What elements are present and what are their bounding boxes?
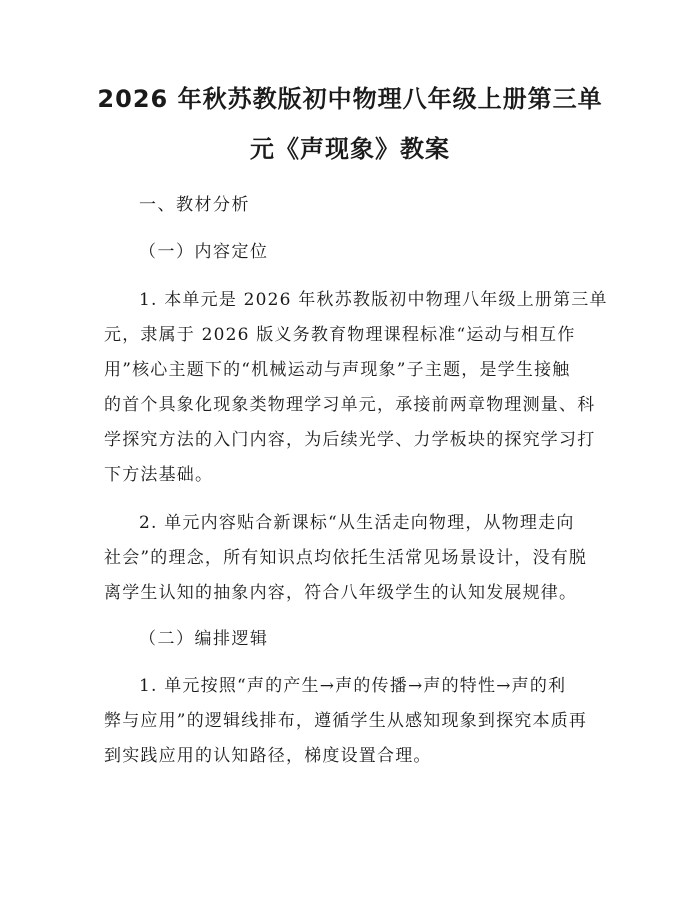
subsection-heading-arrangement-logic: （二）编排逻辑 [139, 629, 269, 649]
section-heading-textbook-analysis: 一、教材分析 [139, 195, 250, 215]
paragraph-line: 1. 本单元是 2026 年秋苏教版初中物理八年级上册第三单 [139, 290, 608, 310]
document-title-line-1: 2026 年秋苏教版初中物理八年级上册第三单 [97, 85, 603, 113]
paragraph-line: 下方法基础。 [104, 465, 214, 485]
paragraph-line: 离学生认知的抽象内容，符合八年级学生的认知发展规律。 [104, 583, 578, 603]
paragraph-line: 社会”的理念，所有知识点均依托生活常见场景设计，没有脱 [104, 548, 588, 568]
paragraph-line: 元，隶属于 2026 版义务教育物理课程标准“运动与相互作 [104, 325, 576, 345]
paragraph-3 [104, 669, 600, 774]
paragraph-line: 的首个具象化现象类物理学习单元，承接前两章物理测量、科 [104, 395, 596, 415]
paragraph-line: 学探究方法的入门内容，为后续光学、力学板块的探究学习打 [104, 430, 596, 450]
paragraph-line: 到实践应用的认知路径，梯度设置合理。 [104, 746, 432, 766]
paragraph-line: 弊与应用”的逻辑线排布，遵循学生从感知现象到探究本质再 [104, 711, 588, 731]
paragraph-line: 用”核心主题下的“机械运动与声现象”子主题，是学生接触 [104, 360, 571, 380]
paragraph-2 [104, 506, 600, 611]
document-title-line-2: 元《声现象》教案 [250, 135, 450, 163]
subsection-heading-content-positioning: （一）内容定位 [139, 242, 269, 262]
paragraph-1 [104, 283, 608, 493]
paragraph-line: 1. 单元按照“声的产生→声的传播→声的特性→声的利 [139, 676, 567, 696]
paragraph-line: 2. 单元内容贴合新课标“从生活走向物理，从物理走向 [139, 513, 575, 533]
